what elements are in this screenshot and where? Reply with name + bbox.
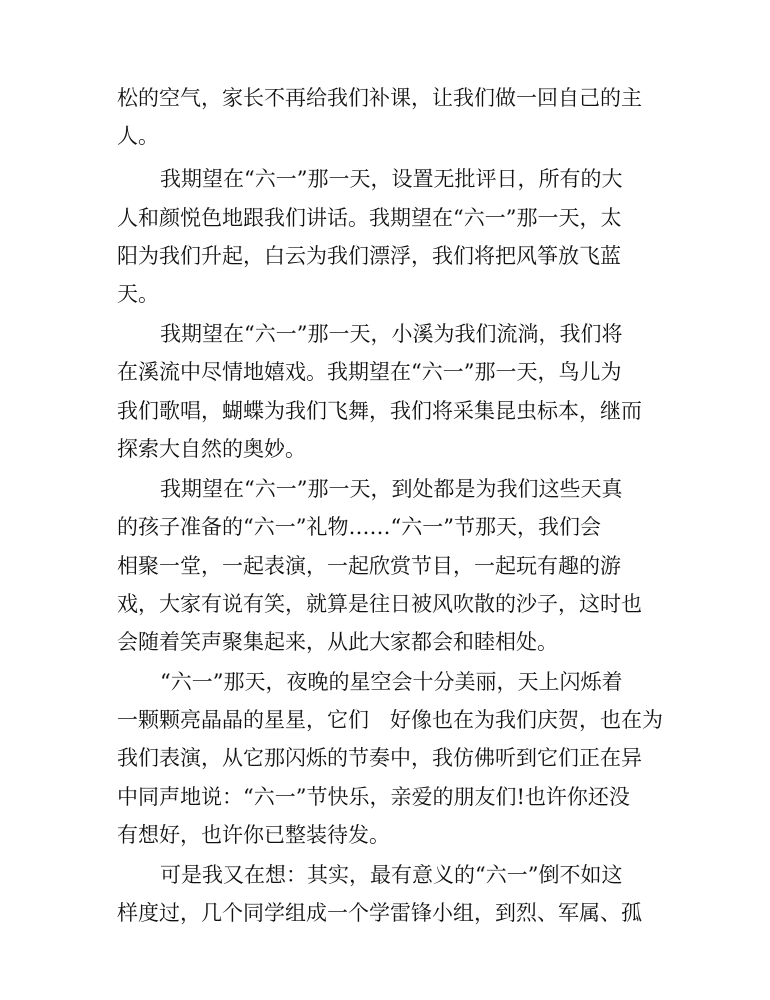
text-line: 会随着笑声聚集起来，从此大家都会和睦相处。 bbox=[117, 630, 558, 654]
text-line: 中同声地说：“六一”节快乐，亲爱的朋友们!也许你还没 bbox=[117, 785, 630, 809]
paragraph-first-line: 我期望在“六一”那一天，小溪为我们流淌，我们将 bbox=[160, 322, 623, 346]
text-line: 的孩子准备的“六一”礼物……“六一”节那天，我们会 bbox=[117, 515, 601, 539]
paragraph-first-line: 我期望在“六一”那一天，设置无批评日，所有的大 bbox=[160, 167, 623, 191]
text-line: 人和颜悦色地跟我们讲话。我期望在“六一”那一天，太 bbox=[117, 206, 622, 230]
text-line: 人。 bbox=[117, 124, 159, 148]
paragraph-first-line: “六一”那天，夜晚的星空会十分美丽，天上闪烁着 bbox=[160, 670, 623, 694]
text-line: 有想好，也许你已整装待发。 bbox=[117, 823, 390, 847]
text-line: 相聚一堂，一起表演，一起欣赏节目，一起玩有趣的游 bbox=[117, 554, 621, 578]
text-line: 探索大自然的奥妙。 bbox=[117, 437, 306, 461]
text-line: 戏，大家有说有笑，就算是往日被风吹散的沙子，这时也 bbox=[117, 592, 642, 616]
paragraph-first-line: 我期望在“六一”那一天，到处都是为我们这些天真 bbox=[160, 477, 623, 501]
text-line: 样度过，几个同学组成一个学雷锋小组，到烈、军属、孤 bbox=[117, 901, 642, 925]
paragraph-first-line: 可是我又在想：其实，最有意义的“六一”倒不如这 bbox=[160, 863, 623, 887]
text-line: 在溪流中尽情地嬉戏。我期望在“六一”那一天，鸟儿为 bbox=[117, 360, 622, 384]
text-line: 阳为我们升起，白云为我们漂浮，我们将把风筝放飞蓝 bbox=[117, 244, 621, 268]
text-line: 我们歌唱，蝴蝶为我们飞舞，我们将采集昆虫标本，继而 bbox=[117, 399, 642, 423]
text-line: 松的空气，家长不再给我们补课，让我们做一回自己的主 bbox=[117, 86, 642, 110]
text-line: 一颗颗亮晶晶的星星，它们 好像也在为我们庆贺，也在为 bbox=[117, 708, 663, 732]
text-line: 我们表演，从它那闪烁的节奏中，我仿佛听到它们正在异 bbox=[117, 746, 642, 770]
text-line: 天。 bbox=[117, 282, 159, 306]
